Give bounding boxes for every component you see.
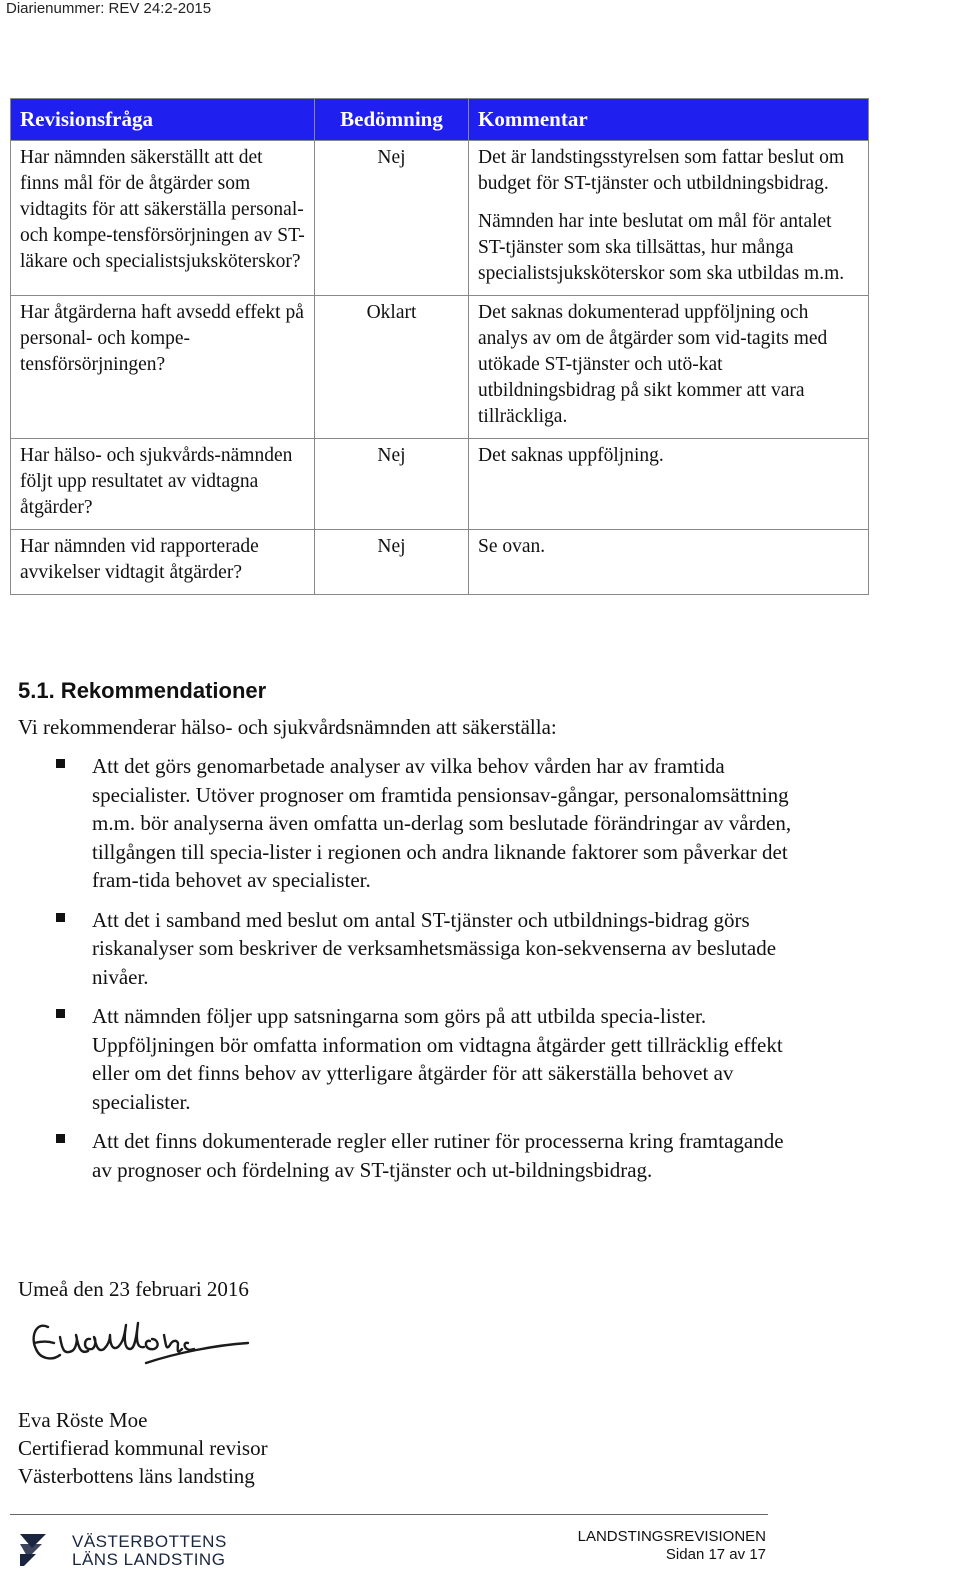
comment-paragraph: Det är landstingsstyrelsen som fattar beslut om budget för ST-tjänster och utbildningsbidrag.: [478, 147, 845, 194]
signatory-block: [18, 1406, 268, 1490]
table-row: [11, 296, 869, 439]
comment-cell: [469, 530, 869, 595]
comment-paragraph: Se ovan.: [478, 536, 546, 557]
recommendation-text: Att det görs genomarbetade analyser av vilka behov vården har av framtida specialister. Utöver prognoser om framtida pensionsav-gångar, personalomsättning m.m. bör analyserna även omfatta un-derlag som beslutade förändringar av vården, tillgången till specia-lister i regionen och andra liknande faktorer som påverkar det fram-tida behovet av specialister.: [92, 754, 792, 892]
table-row: [11, 530, 869, 595]
square-bullet-icon: [56, 1009, 65, 1018]
assessment-cell: Oklart: [315, 296, 469, 439]
footer-department: LANDSTINGSREVISIONEN: [577, 1528, 766, 1545]
signatory-title: Certifierad kommunal revisor: [18, 1436, 268, 1460]
question-cell: Har hälso- och sjukvårds-nämnden följt upp resultatet av vidtagna åtgärder?: [11, 439, 315, 530]
list-item: [92, 1002, 792, 1116]
header-revisionsfraga: Revisionsfråga: [11, 99, 315, 141]
square-bullet-icon: [56, 1134, 65, 1143]
signatory-name: Eva Röste Moe: [18, 1408, 148, 1432]
footer-org-line2: LÄNS LANDSTING: [72, 1550, 226, 1569]
header-bedomning: Bedömning: [315, 99, 469, 141]
revision-table: [10, 98, 869, 595]
landsting-logo-icon: [18, 1530, 48, 1566]
handwritten-signature: [26, 1315, 256, 1385]
section-intro: Vi rekommenderar hälso- och sjukvårdsnämnden att säkerställa:: [18, 715, 557, 739]
question-cell: Har nämnden vid rapporterade avvikelser vidtagit åtgärder?: [11, 530, 315, 595]
section-heading: 5.1. Rekommendationer: [18, 678, 267, 703]
square-bullet-icon: [56, 759, 65, 768]
footer-org-line1: VÄSTERBOTTENS: [72, 1532, 227, 1551]
list-item: [92, 752, 792, 895]
comment-cell: [469, 439, 869, 530]
question-cell: Har åtgärderna haft avsedd effekt på personal- och kompe-tensförsörjningen?: [11, 296, 315, 439]
comment-cell: [469, 296, 869, 439]
assessment-cell: Nej: [315, 141, 469, 296]
recommendation-text: Att det i samband med beslut om antal ST-tjänster och utbildnings-bidrag görs riskanalyser som beskriver de verksamhetsmässiga kon-sekvenserna av beslutade nivåer.: [92, 907, 777, 989]
question-cell: Har nämnden säkerställt att det finns mål för de åtgärder som vidtagits för att säkerställa personal- och kompe-tensförsörjningen av ST-läkare och specialistsjuksköterskor?: [11, 141, 315, 296]
place-date: Umeå den 23 februari 2016: [18, 1277, 249, 1301]
comment-paragraph: Det saknas uppföljning.: [478, 445, 664, 466]
assessment-cell: Nej: [315, 439, 469, 530]
recommendation-text: Att det finns dokumenterade regler eller rutiner för processerna kring framtagande av prognoser och fördelning av ST-tjänster och ut-bildningsbidrag.: [92, 1129, 784, 1182]
signatory-org: Västerbottens läns landsting: [18, 1464, 255, 1488]
recommendation-list: [92, 752, 792, 1195]
comment-cell: [469, 141, 869, 296]
table-row: [11, 439, 869, 530]
table-row: [11, 141, 869, 296]
footer-divider: [10, 1514, 768, 1515]
list-item: [92, 1127, 792, 1184]
header-kommentar: Kommentar: [469, 99, 869, 141]
table-header-row: [11, 99, 869, 141]
document-id: Diarienummer: REV 24:2-2015: [6, 0, 212, 17]
square-bullet-icon: [56, 913, 65, 922]
recommendation-text: Att nämnden följer upp satsningarna som görs på att utbilda specia-lister. Uppföljningen bör omfatta information om vidtagna åtgärder gett tillräcklig effekt eller om det finns behov av ytterligare åtgärder för att säkerställa behovet av specialister.: [92, 1004, 783, 1114]
assessment-cell: Nej: [315, 530, 469, 595]
comment-paragraph: Nämnden har inte beslutat om mål för antalet ST-tjänster som ska tillsättas, hur många specialistsjuksköterskor som ska utbildas m.m.: [478, 211, 845, 284]
comment-paragraph: Det saknas dokumenterad uppföljning och analys av om de åtgärder som vid-tagits med utökade ST-tjänster och utö-kat utbildningsbidrag på sikt kommer att vara tillräckliga.: [478, 302, 828, 427]
list-item: [92, 906, 792, 992]
page-number: Sidan 17 av 17: [665, 1546, 766, 1563]
